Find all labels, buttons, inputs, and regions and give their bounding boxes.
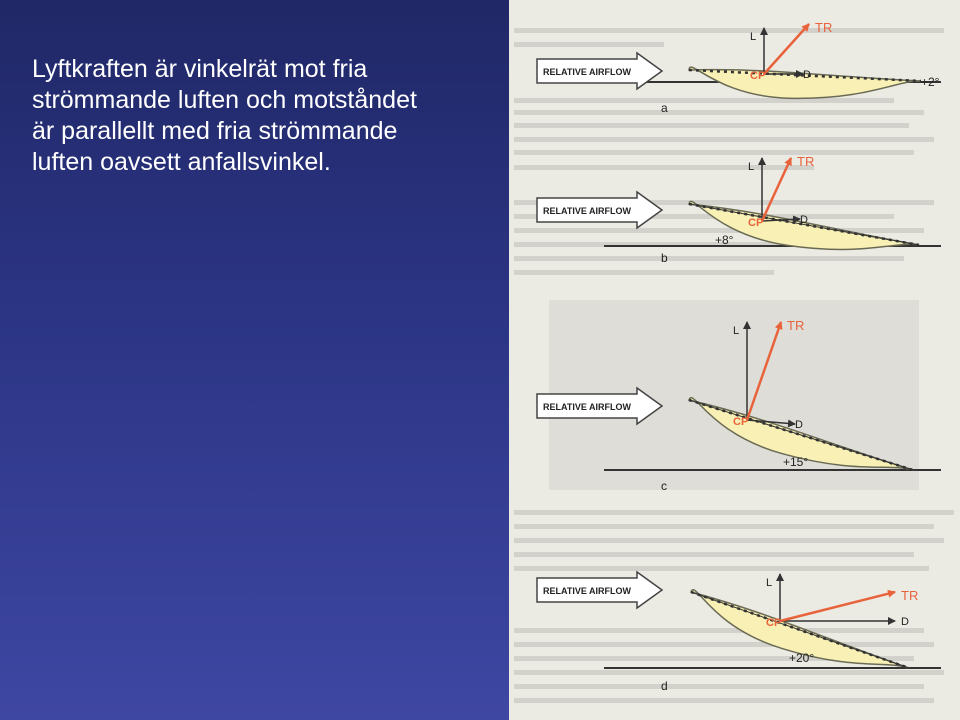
panel-d-angle-label: +20°: [789, 651, 815, 665]
panel-c-resultant-label: TR: [787, 318, 805, 333]
panel-a-lift-label: L: [750, 31, 757, 43]
panel-b-lift-label: L: [748, 161, 755, 173]
panel-d-resultant-vector: [780, 592, 895, 621]
panel-d-cp-label: CP: [766, 617, 782, 629]
panel-b-drag-label: D: [800, 214, 808, 226]
panel-c-drag-label: D: [795, 419, 803, 431]
panel-c-cp-label: CP: [733, 416, 749, 428]
panel-a-airflow-label: RELATIVE AIRFLOW: [543, 67, 631, 77]
panel-c-letter: c: [661, 479, 667, 493]
text-line-4: luften oavsett anfallsvinkel.: [32, 148, 331, 176]
panel-d-airflow-label: RELATIVE AIRFLOW: [543, 586, 631, 596]
panel-b-airflow-label: RELATIVE AIRFLOW: [543, 206, 631, 216]
panel-b-cp-label: CP: [748, 217, 764, 229]
panel-a-resultant-label: TR: [815, 20, 833, 35]
panel-c-lift-label: L: [733, 325, 740, 337]
panel-a-letter: a: [661, 101, 668, 115]
panel-d-drag-label: D: [901, 616, 909, 628]
panel-b-resultant-label: TR: [797, 154, 815, 169]
panel-d-lift-label: L: [766, 577, 773, 589]
text-line-3: är parallellt med fria strömmande: [32, 117, 398, 145]
panel-d-letter: d: [661, 679, 668, 693]
airfoil-diagram: [509, 0, 960, 720]
panel-b-angle-label: +8°: [715, 233, 734, 247]
airfoil-diagram-image: [509, 0, 960, 720]
panel-c-angle-label: +15°: [783, 455, 809, 469]
panel-a-angle-label: +2°: [921, 75, 940, 89]
panel-b-letter: b: [661, 251, 668, 265]
text-line-1: Lyftkraften är vinkelrät mot fria: [32, 55, 368, 83]
slide-text: [32, 54, 492, 178]
panel-a-drag-label: D: [803, 69, 811, 81]
panel-c-airflow-label: RELATIVE AIRFLOW: [543, 402, 631, 412]
panel-a-cp-label: CP: [750, 70, 766, 82]
text-line-2: strömmande luften och motståndet: [32, 86, 417, 114]
panel-d-resultant-label: TR: [901, 588, 919, 603]
